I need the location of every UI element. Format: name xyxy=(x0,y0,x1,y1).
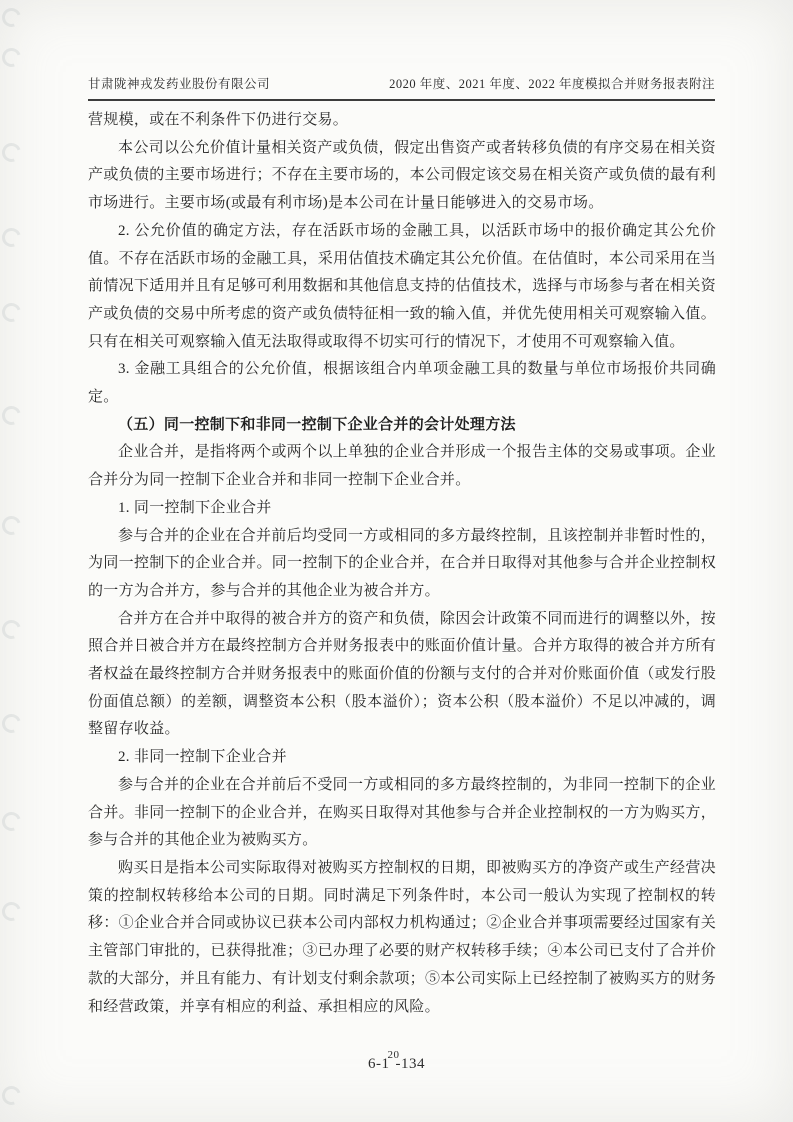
page-number-suffix: -134 xyxy=(395,1056,425,1072)
document-body xyxy=(88,107,716,1021)
paragraph: 3. 金融工具组合的公允价值，根据该组合内单项金融工具的数量与单位市场报价共同确定。 xyxy=(88,361,716,406)
list-item-title: 1. 同一控制下企业合并 xyxy=(118,499,272,516)
page-footer xyxy=(0,1049,793,1073)
handwritten-page-number: 20 xyxy=(387,1049,400,1061)
paragraph: 企业合并，是指将两个或两个以上单独的企业合并形成一个报告主体的交易或事项。企业合并分为同一控制下企业合并和非同一控制下企业合并。 xyxy=(88,444,716,489)
page-header xyxy=(88,74,715,101)
document-title: 2020 年度、2021 年度、2022 年度模拟合并财务报表附注 xyxy=(389,77,715,91)
scan-artifact xyxy=(0,899,24,924)
section-heading: （五）同一控制下和非同一控制下企业合并的会计处理方法 xyxy=(118,416,516,433)
paragraph: 营规模，或在不利条件下仍进行交易。 xyxy=(88,112,349,128)
paragraph: 本公司以公允价值计量相关资产或负债，假定出售资产或者转移负债的有序交易在相关资产或负债的主要市场进行；不存在主要市场的，本公司假定该交易在相关资产或负债的最有利市场进行。主要市场(或最有利市场)是本公司在计量日能够进入的交易市场。 xyxy=(88,139,716,212)
scan-artifact xyxy=(0,225,24,250)
paragraph: 合并方在合并中取得的被合并方的资产和负债，除因会计政策不同而进行的调整以外，按照合并日被合并方在最终控制方合并财务报表中的账面价值计量。合并方取得的被合并方所有者权益在最终控制方合并财务报表中的账面价值的份额与支付的合并对价账面价值（或发行股份面值总额）的差额，调整资本公积（股本溢价）；资本公积（股本溢价）不足以冲减的，调整留存收益。 xyxy=(88,610,716,738)
scan-artifact xyxy=(0,140,24,165)
company-name: 甘肃陇神戎发药业股份有限公司 xyxy=(88,77,271,91)
paragraph: 购买日是指本公司实际取得对被购买方控制权的日期，即被购买方的净资产或生产经营决策的控制权转移给本公司的日期。同时满足下列条件时，本公司一般认为实现了控制权的转移：①企业合并合同或协议已获本公司内部权力机构通过；②企业合并事项需要经过国家有关主管部门审批的，已获得批准；③已办理了必要的财产权转移手续；④本公司已支付了合并价款的大部分，并且有能力、有计划支付剩余款项；⑤本公司实际上已经控制了被购买方的财务和经营政策，并享有相应的利益、承担相应的风险。 xyxy=(88,859,716,1015)
scan-artifact xyxy=(0,45,24,70)
scan-artifact xyxy=(0,5,24,30)
paragraph: 参与合并的企业在合并前后均受同一方或相同的多方最终控制，且该控制并非暂时性的，为同一控制下的企业合并。同一控制下的企业合并，在合并日取得对其他参与合并企业控制权的一方为合并方，参与合并的其他企业为被合并方。 xyxy=(88,527,716,599)
scan-artifact xyxy=(0,809,24,834)
scan-artifact xyxy=(0,617,24,642)
scan-artifact xyxy=(0,300,24,325)
paragraph: 2. 公允价值的确定方法，存在活跃市场的金融工具，以活跃市场中的报价确定其公允价值。不存在活跃市场的金融工具，采用估值技术确定其公允价值。在估值时，本公司采用在当前情况下适用并且有足够可利用数据和其他信息支持的估值技术，选择与市场参与者在相关资产或负债的交易中所考虑的资产或负债特征相一致的输入值，并优先使用相关可观察输入值。只有在相关可观察输入值无法取得或取得不切实可行的情况下，才使用不可观察输入值。 xyxy=(88,222,716,350)
list-item-title: 2. 非同一控制下企业合并 xyxy=(118,749,287,766)
scan-artifact xyxy=(0,403,24,428)
paragraph: 参与合并的企业在合并前后不受同一方或相同的多方最终控制的，为非同一控制下的企业合并。非同一控制下的企业合并，在购买日取得对其他参与合并企业控制权的一方为购买方，参与合并的其他企业为被购买方。 xyxy=(88,776,716,849)
page-number-prefix: 6-1 xyxy=(368,1056,390,1072)
scan-artifact xyxy=(0,1083,24,1108)
page-number xyxy=(368,1049,425,1073)
scan-artifact xyxy=(0,711,24,736)
scan-artifact xyxy=(0,513,24,538)
